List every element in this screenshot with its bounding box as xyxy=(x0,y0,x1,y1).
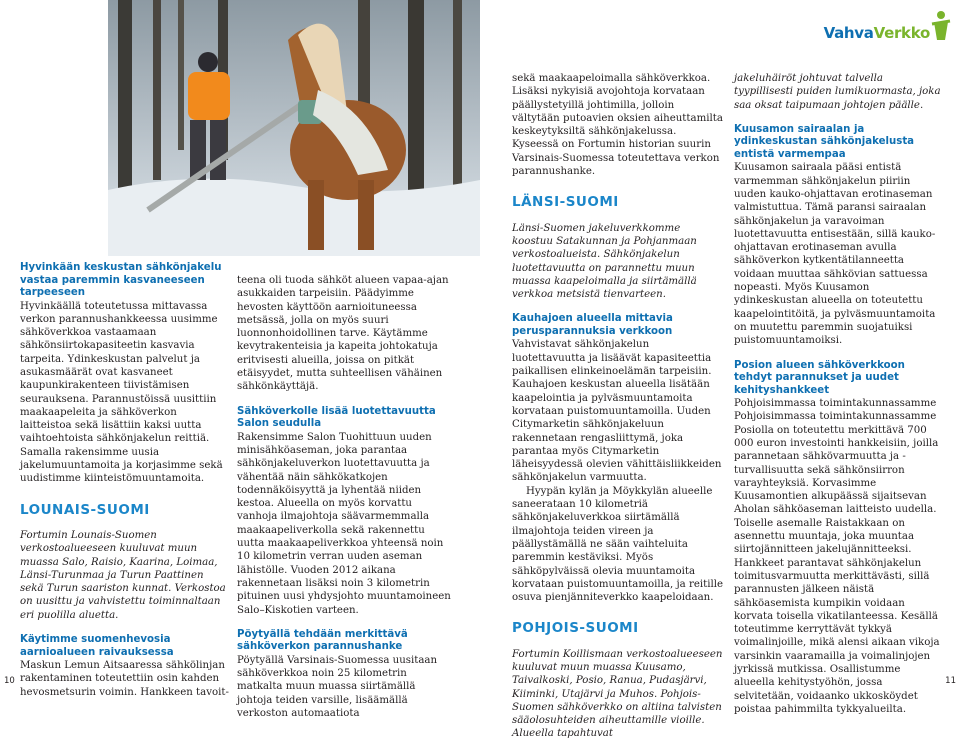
paragraph-poytya-jatko: sekä maakaapeloimalla sähköverkkoa. Lisäksi nykyisiä avojohtoja korvataan päällystetyillä johtimilla, jolloin vältytään putoavien oksien aiheuttamilta keskeytyksiltä sähkönjakelussa. Kyseessä on Fortumin historian suurin Varsinais-Suomessa toteutettava verkon parannushanke. xyxy=(512,73,723,178)
left-column-2 xyxy=(237,274,452,720)
paragraph-hyvinkaa: Hyvinkäällä toteutetussa mittavassa verkon parannushankkeessa uusimme sähköverkkoa vastaamaan sähkönsiirtokapasiteetin kasvavia tarpeita. Ydinkeskustan palvelut ja asukasmäärät ovat kasvaneet kaupunkirakenteen tiivistämisen seurauksena. Parannustöissä uusittiin maakaapeleita ja sähköverkon laitteistoa sekä lisättiin kaksi uutta vaihtoehtoista sähkönjakelun reittiä. Samalla rakensimme uusia jakelumuuntamoita ja korjasimme sekä uudistimme kiinteistömuuntamoita. xyxy=(20,300,223,485)
paragraph-kauhajoki: Vahvistavat sähkönjakelun luotettavuutta ja lisäävät kapasiteettia paikallisen elinkeinoelämän tarpeisiin. Kauhajoen keskustan alueella lisätään kaapelointia ja pylväsmuuntamoita korvataan puistomuuntamoilla. Uuden Citymarketin sähkönjakeluun rakennetaan rengasliittymä, joka parantaa myös Citymarketin läheisyydessä olevien vähittäisliikkeiden sähkönjakelun varmuutta. xyxy=(512,339,722,484)
paragraph-kuusamo: Kuusamon sairaala pääsi entistä varmemman sähkönjakelun piiriin uuden kauko-ohjattavan erotinaseman valmistuttua. Tämä paransi sairaalan sähkönjakelun ja varavoiman luotettavuutta entisestään, sillä kauko-ohjattavan erotinaseman avulla sähköverkon kytkentätilanneetta voidaan muuttaa sähkövian sattuessa nopeasti. Myös Kuusamon ydinkeskustan alueella on toteutettu kaapelointitöitä, ja pylväsmuuntamoita on muutettu paremmin suojatuiksi puistomuuntamoiksi. xyxy=(734,162,936,347)
heading-posio: Posion alueen sähköverkkoon tehdyt parannukset ja uudet kehityshankkeet xyxy=(734,359,905,396)
region-intro-lansi-suomi: Länsi-Suomen jakeluverkkomme koostuu Satakunnan ja Pohjanmaan verkostoalueista. Sähkönjakelun luotettavuutta on parannettu muun muassa kaapeloimalla ja siirtämällä verkkoa metsistä tienvarteen. xyxy=(512,222,697,301)
logo-text-part2: Verkko xyxy=(873,24,930,42)
vahvaverkko-logo xyxy=(824,10,952,42)
paragraph-posio: Pohjoisimmassa toimintakunnassamme Pohjoisimmassa toimintakunnassamme Posiolla on toteutettu merkittävä 700 000 euron investointi hankkeisiin, joilla parannetaan sähkövarmuutta ja -turvallisuutta sekä sähkönsiirron varayhteyksiä. Korvasimme Kuusamontien alkupäässä sijaitsevan Aholan sähköaseman laitteisto uudella. Toiselle asemalle Raistakkaan on asennettu muuntaja, joka muuntaa siirtojännitteen jakelujännitteeksi. Hankkeet parantavat sähkönjakelun toimitusvarmuutta merkittävästi, sillä parannusten jälkeen näistä sähköasemista kumpikin voidaan korvata toisella vikatilanteessa. Kesällä toteutimme kerryttävät tykkyä voimalinjoille, mikä alensi aikaan vikoja varsinkin vaaramailla ja voimalinjojen jyrkissä mutkissa. Osallistumme alueella kehitystyöhön, jossa selvitetään, voidaanko ukkosköydet poistaa pahimmilta tykkyalueilta. xyxy=(734,398,940,715)
heading-salon-seutu: Sähköverkolle lisää luotettavuutta Salon seudulla xyxy=(237,405,436,430)
page-number-left: 10 xyxy=(4,676,15,686)
region-intro-lounais-suomi: Fortumin Lounais-Suomen verkostoalueeseen kuuluvat muun muassa Salo, Raisio, Kaarina, Loimaa, Länsi-Turunmaa ja Turun Paattinen sekä Turun saariston kunnat. Verkostoa on uusittu ja vahvistettu toiminnaltaan eri puolilla aluetta. xyxy=(20,529,226,621)
region-heading-pohjois-suomi: POHJOIS-SUOMI xyxy=(512,620,639,637)
heading-poytya: Pöytyällä tehdään merkittävä sähköverkon parannushanke xyxy=(237,628,408,653)
paragraph-salon-seutu: Rakensimme Salon Tuohittuun uuden minisähköaseman, joka parantaa sähkönjakeluverkon luotettavuutta ja vähentää näin sähkökatkojen todennäköisyyttä ja lyhentää niiden kestoa. Alueella on myös korvattu vanhoja ilmajohtoja säävarmemmalla maakaapeliverkolla sekä rakennettu uutta maakaapeliverkkoa yhteensä noin 10 kilometrin verran uuden aseman lähistölle. Vuoden 2012 aikana rakennetaan lisäksi noin 3 kilometrin pituinen uusi yhdysjohto muuntamoineen Salo–Kiskotien varteen. xyxy=(237,431,451,616)
left-column-1 xyxy=(20,262,230,699)
heading-hyvinkaa: Hyvinkään keskustan sähkönjakelu vastaa paremmin kasvaneeseen tarpeeseen xyxy=(20,262,222,298)
paragraph-hevoset-jatko: teena oli tuoda sähköt alueen vapaa-ajan asukkaiden tarpeisiin. Päädyimme hevosten käyttöön aarnioituneessa metsässä, jolla on myös suuri luonnonhoidollinen tarve. Käytämme kevytrakenteisia ja kapeita johtokatuja eritvisesti alueilla, joissa on pitkät etäisyydet, mutta suhteellisen vähäinen sähkönkäyttäjä. xyxy=(237,275,449,393)
logo-text-part1: Vahva xyxy=(823,24,874,42)
heading-kuusamo: Kuusamon sairaalan ja ydinkeskustan sähkönjakelusta entistä varmempaa xyxy=(734,123,915,160)
horse-photo-illustration xyxy=(108,0,480,256)
right-page xyxy=(480,0,960,740)
heading-suomenhevoset: Käytimme suomenhevosia aarnioalueen raivauksessa xyxy=(20,634,174,658)
right-column-1 xyxy=(512,72,724,741)
region-heading-lansi-suomi: LÄNSI-SUOMI xyxy=(512,194,619,211)
paragraph-poytya: Pöytyällä Varsinais-Suomessa uusitaan sähköverkkoa noin 25 kilometrin matkalta muun muassa siirtämällä johtoja teiden varsille, lisäämällä verkoston automaatiota xyxy=(237,654,438,720)
logo-figure-icon xyxy=(930,10,952,42)
paragraph-suomenhevoset: Maskun Lemun Aitsaaressa sähkölinjan rakentaminen toteutettiin osin kahden hevosmetsurin voimin. Hankkeen tavoit- xyxy=(20,660,229,698)
left-page xyxy=(0,0,480,720)
page-number-right: 11 xyxy=(945,676,956,686)
paragraph-hyyppa: Hyypän kylän ja Möykkylän alueelle saneerataan 10 kilometriä sähkönjakeluverkkoa siirtämällä ilmajohtoja teiden vireen ja päällystämällä ne sään vaihteluita paremmin kestäviksi. Myös sähköpylväissä olevia muuntamoita korvataan puistomuuntamoilla, ja reitille osuva pienjänniteverkko kaapeloidaan. xyxy=(512,485,723,604)
right-column-2 xyxy=(734,72,944,716)
horse-logging-photo xyxy=(108,0,480,256)
region-intro-pohjois-suomi: Fortumin Koillismaan verkostoalueeseen kuuluvat muun muassa Kuusamo, Taivalkoski, Posio, Ranua, Pudasjärvi, Kiiminki, Utajärvi ja Muhos. Pohjois-Suomen sähköverkko on altiina talvisten sääolosuhteiden aiheuttamille vioille. Alueella tapahtuvat xyxy=(512,648,723,740)
paragraph-jakeluhairiot: jakeluhäiröt johtuvat talvella tyypillisesti puiden lumikuormasta, joka saa oksat taipumaan johtojen päälle. xyxy=(734,73,941,111)
region-heading-lounais-suomi: LOUNAIS-SUOMI xyxy=(20,501,150,518)
heading-kauhajoki: Kauhajoen alueella mittavia perusparannuksia verkkoon xyxy=(512,313,673,337)
